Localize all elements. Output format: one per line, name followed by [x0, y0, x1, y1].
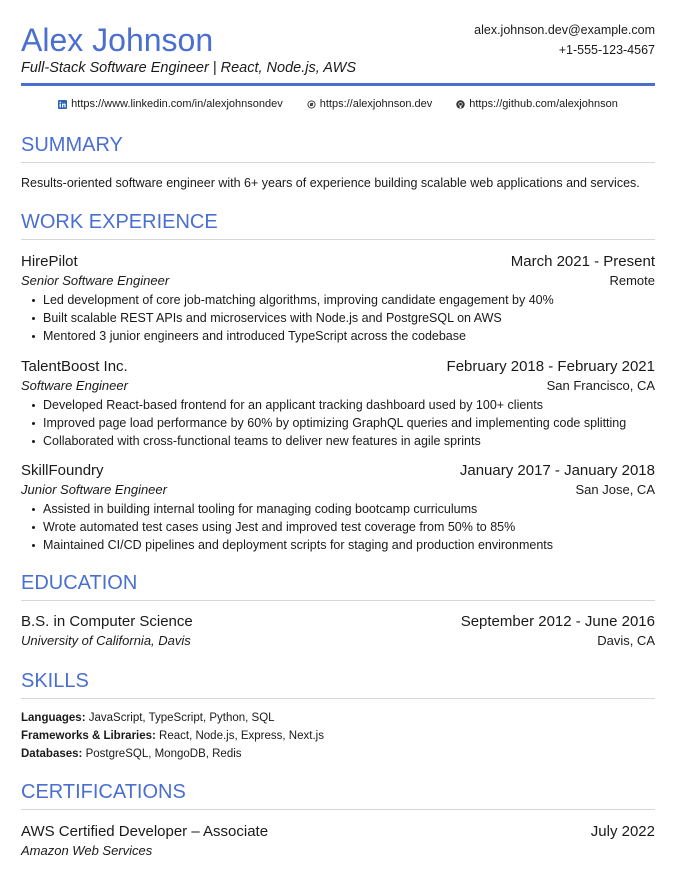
website-link[interactable] — [307, 96, 433, 112]
skill-line-databases — [21, 745, 655, 763]
experience-section — [21, 210, 655, 240]
skills-divider — [21, 698, 655, 699]
experience-divider — [21, 239, 655, 240]
education-entry — [21, 612, 655, 650]
job-bullet: Mentored 3 junior engineers and introduced TypeScript across the codebase — [21, 327, 655, 345]
candidate-name: Alex Johnson — [21, 22, 214, 58]
job-dates: February 2018 - February 2021 — [446, 358, 655, 375]
education-heading: EDUCATION — [21, 572, 138, 594]
job-bullet: Wrote automated test cases using Jest and improved test coverage from 50% to 85% — [21, 518, 655, 536]
job-company: SkillFoundry — [21, 462, 104, 479]
job-bullet: Improved page load performance by 60% by optimizing GraphQL queries and implementing code splitting — [21, 414, 655, 432]
contact-info — [474, 20, 655, 60]
website-link-text[interactable]: https://alexjohnson.dev — [319, 98, 433, 110]
email-text[interactable]: alex.johnson.dev@example.com — [474, 23, 655, 37]
certification-name: AWS Certified Developer – Associate — [21, 823, 269, 840]
school-name: University of California, Davis — [21, 633, 191, 648]
job-dates: March 2021 - Present — [510, 253, 655, 270]
skill-line-languages — [21, 709, 655, 727]
skills-section — [21, 669, 655, 699]
skills-list — [21, 709, 655, 763]
resume-page — [21, 0, 655, 858]
skill-value: PostgreSQL, MongoDB, Redis — [82, 748, 242, 760]
skills-heading: SKILLS — [21, 670, 89, 692]
job-company: TalentBoost Inc. — [21, 358, 128, 375]
summary-section — [21, 133, 655, 191]
skill-label: Frameworks & Libraries: — [21, 730, 156, 742]
job-role: Software Engineer — [21, 378, 128, 393]
skill-label: Databases: — [21, 748, 83, 760]
certification-issuer: Amazon Web Services — [21, 843, 153, 858]
summary-text: Results-oriented software engineer with 6+ years of experience building scalable web applications and services. — [21, 176, 640, 190]
education-section — [21, 571, 655, 601]
job-entry-hirepilot — [21, 252, 655, 345]
degree-title: B.S. in Computer Science — [21, 613, 193, 630]
experience-heading: WORK EXPERIENCE — [21, 211, 218, 233]
header-divider — [21, 83, 655, 86]
job-location: Remote — [609, 273, 655, 288]
skill-line-frameworks — [21, 727, 655, 745]
linkedin-link-text[interactable]: https://www.linkedin.com/in/alexjohnsondev — [71, 98, 283, 110]
job-bullet: Developed React-based frontend for an applicant tracking dashboard used by 100+ clients — [21, 396, 655, 414]
skill-value: JavaScript, TypeScript, Python, SQL — [85, 712, 275, 724]
job-location: San Jose, CA — [575, 482, 655, 497]
job-entry-talentboost — [21, 357, 655, 450]
github-icon — [456, 100, 465, 109]
job-location: San Francisco, CA — [546, 378, 655, 393]
school-location: Davis, CA — [597, 633, 655, 648]
job-company: HirePilot — [21, 253, 78, 270]
job-bullets — [21, 500, 655, 554]
github-link-text[interactable]: https://github.com/alexjohnson — [469, 98, 618, 110]
globe-icon — [307, 100, 316, 109]
certifications-section — [21, 780, 655, 810]
skill-label: Languages: — [21, 712, 86, 724]
job-bullets — [21, 291, 655, 345]
job-bullet: Built scalable REST APIs and microservices with Node.js and PostgreSQL on AWS — [21, 309, 655, 327]
certification-date: July 2022 — [590, 823, 655, 840]
job-bullet: Collaborated with cross-functional teams to deliver new features in agile sprints — [21, 432, 655, 450]
job-role: Junior Software Engineer — [21, 482, 167, 497]
certifications-heading: CERTIFICATIONS — [21, 781, 186, 803]
linkedin-icon — [58, 100, 67, 109]
job-bullets — [21, 396, 655, 450]
candidate-tagline: Full-Stack Software Engineer | React, Node.js, AWS — [21, 60, 356, 76]
linkedin-link[interactable] — [58, 96, 283, 112]
job-entry-skillfoundry — [21, 461, 655, 554]
job-bullet: Maintained CI/CD pipelines and deployment scripts for staging and production environments — [21, 536, 655, 554]
resume-header — [21, 0, 655, 86]
skill-value: React, Node.js, Express, Next.js — [155, 730, 324, 742]
education-divider — [21, 600, 655, 601]
job-bullet: Assisted in building internal tooling for managing coding bootcamp curriculums — [21, 500, 655, 518]
job-dates: January 2017 - January 2018 — [459, 462, 655, 479]
job-role: Senior Software Engineer — [21, 273, 170, 288]
certification-entry — [21, 822, 655, 860]
certifications-divider — [21, 809, 655, 810]
summary-divider — [21, 162, 655, 163]
phone-text[interactable]: +1-555-123-4567 — [558, 43, 655, 57]
job-bullet: Led development of core job-matching algorithms, improving candidate engagement by 40% — [21, 291, 655, 309]
education-dates: September 2012 - June 2016 — [460, 613, 655, 630]
summary-heading: SUMMARY — [21, 134, 123, 156]
links-row — [21, 96, 655, 112]
github-link[interactable] — [456, 96, 618, 112]
